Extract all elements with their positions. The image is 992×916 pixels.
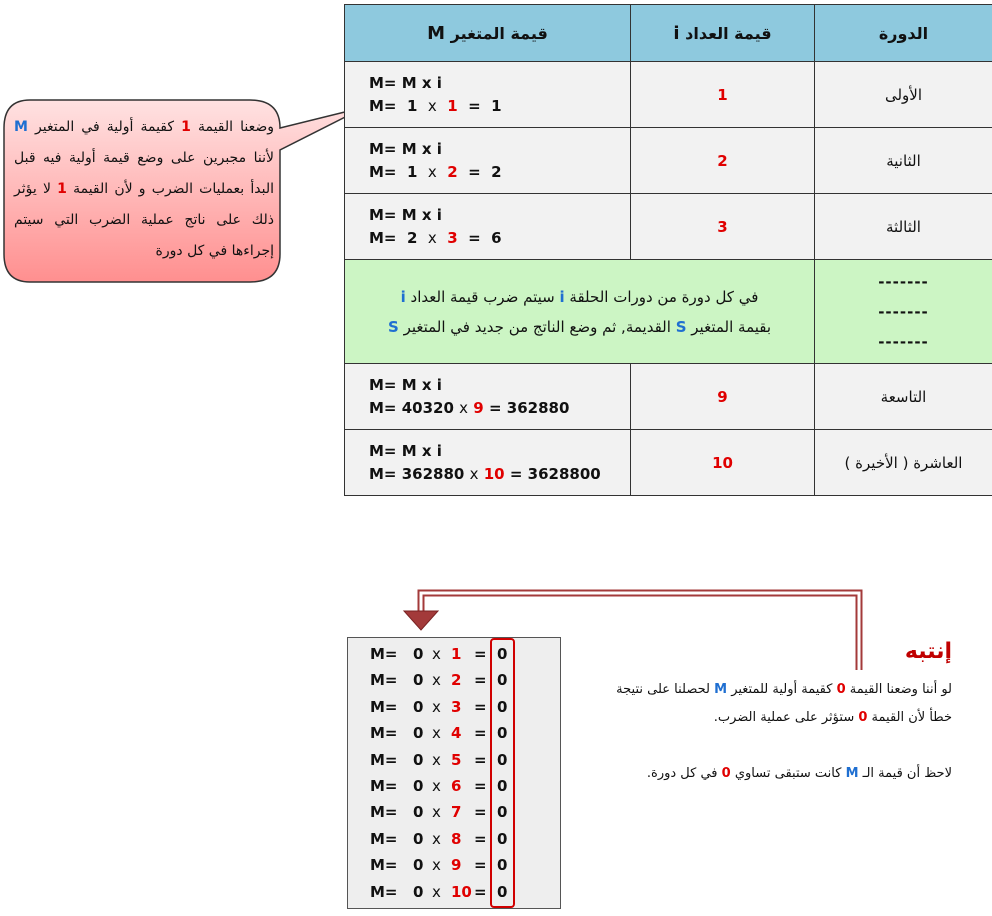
header-cycle: الدورة [815, 5, 992, 62]
zero-row-prefix: M= [370, 856, 398, 875]
header-variable: قيمة المتغير M [345, 5, 631, 62]
zero-row-x: x [432, 882, 441, 901]
zero-row-x: x [432, 645, 441, 663]
zero-row-x: x [432, 697, 441, 716]
zero-row-a: 0 [413, 777, 424, 795]
formula-cell: M= M x i M= 1 x 1 = 1 [345, 62, 631, 128]
cycle-cell: العاشرة ( الأخيرة ) [815, 430, 992, 496]
zero-row-x: x [432, 777, 441, 795]
zero-row-res: 0 [497, 645, 508, 663]
zero-row-res: 0 [497, 803, 508, 822]
zero-multiplication-row [348, 695, 560, 721]
counter-cell: 2 [631, 128, 815, 194]
zero-row-prefix: M= [370, 829, 398, 848]
cycle-cell: الثانية [815, 128, 992, 194]
cycle-cell: الثالثة [815, 194, 992, 260]
notice-line-2: خطأ لأن القيمة 0 ستؤثر على عملية الضرب. [713, 710, 952, 725]
cycle-cell: الأولى [815, 62, 992, 128]
zero-row-prefix: M= [370, 724, 398, 743]
zero-row-eq: = [474, 856, 487, 875]
formula-cell: M= M x i M= 1 x 2 = 2 [345, 128, 631, 194]
zero-multiplication-row [348, 800, 560, 826]
zero-row-res: 0 [497, 671, 508, 690]
zero-multiplication-row [348, 642, 560, 668]
zero-row-eq: = [474, 697, 487, 716]
loop-explanation-cell: في كل دورة من دورات الحلقة i سيتم ضرب قيمة العداد i بقيمة المتغير S القديمة, ثم وضع الناتج من جديد في المتغير S [345, 260, 815, 364]
zero-multiplication-row [348, 668, 560, 694]
zero-row-mult: 10 [451, 882, 472, 901]
cycle-cell: التاسعة [815, 364, 992, 430]
zero-row-a: 0 [413, 697, 424, 716]
zero-row-prefix: M= [370, 777, 398, 795]
zero-results-highlight [490, 638, 515, 908]
zero-multiplication-row [348, 748, 560, 774]
zero-row-res: 0 [497, 829, 508, 848]
notice-line-3: لاحظ أن قيمة الـ M كانت ستبقى تساوي 0 في كل دورة. [646, 766, 952, 781]
zero-row-mult: 6 [451, 777, 462, 795]
zero-row-a: 0 [413, 724, 424, 743]
zero-row-eq: = [474, 829, 487, 848]
zero-row-eq: = [474, 882, 487, 901]
zero-row-x: x [432, 671, 441, 690]
counter-cell: 3 [631, 194, 815, 260]
notice-line-1: لو أننا وضعنا القيمة 0 كقيمة أولية للمتغير M لحصلنا على نتيجة [616, 682, 952, 697]
zero-row-res: 0 [497, 856, 508, 875]
zero-row-prefix: M= [370, 671, 398, 690]
zero-row-res: 0 [497, 724, 508, 743]
header-counter: قيمة العداد i [631, 5, 815, 62]
counter-cell: 1 [631, 62, 815, 128]
zero-row-mult: 2 [451, 671, 462, 690]
zero-row-mult: 1 [451, 645, 462, 663]
zero-row-x: x [432, 750, 441, 769]
zero-row-a: 0 [413, 882, 424, 901]
zero-initial-value-box [347, 637, 561, 909]
zero-multiplication-row [348, 853, 560, 879]
zero-row-x: x [432, 856, 441, 875]
zero-row-x: x [432, 724, 441, 743]
zero-row-prefix: M= [370, 645, 398, 663]
zero-row-eq: = [474, 645, 487, 663]
zero-row-eq: = [474, 777, 487, 795]
dashes-cell: ------- ------- ------- [815, 260, 992, 364]
zero-row-mult: 4 [451, 724, 462, 743]
zero-row-prefix: M= [370, 803, 398, 822]
zero-row-x: x [432, 829, 441, 848]
zero-row-res: 0 [497, 750, 508, 769]
zero-row-eq: = [474, 750, 487, 769]
zero-row-res: 0 [497, 882, 508, 901]
zero-row-mult: 3 [451, 697, 462, 716]
zero-row-a: 0 [413, 750, 424, 769]
zero-row-prefix: M= [370, 882, 398, 901]
formula-cell: M= M x i M= 2 x 3 = 6 [345, 194, 631, 260]
callout-text: وضعنا القيمة 1 كقيمة أولية في المتغير M لأننا مجبرين على وضع قيمة أولية فيه قبل البدأ بعمليات الضرب و لأن القيمة 1 لا يؤثر ذلك على ناتج عملية الضرب التي سيتم إجراءها في كل دورة [14, 119, 275, 259]
zero-row-a: 0 [413, 671, 424, 690]
zero-row-x: x [432, 803, 441, 822]
zero-row-res: 0 [497, 697, 508, 716]
zero-row-mult: 7 [451, 803, 462, 822]
zero-row-a: 0 [413, 856, 424, 875]
zero-multiplication-row [348, 774, 560, 800]
zero-row-eq: = [474, 724, 487, 743]
formula-cell: M= M x i M= 40320 x 9 = 362880 [345, 364, 631, 430]
formula-cell: M= M x i M= 362880 x 10 = 3628800 [345, 430, 631, 496]
zero-row-prefix: M= [370, 697, 398, 716]
zero-row-mult: 9 [451, 856, 462, 875]
zero-row-eq: = [474, 803, 487, 822]
zero-row-res: 0 [497, 777, 508, 795]
zero-row-prefix: M= [370, 750, 398, 769]
zero-multiplication-row [348, 721, 560, 747]
zero-row-mult: 5 [451, 750, 462, 769]
zero-multiplication-row [348, 827, 560, 853]
zero-row-a: 0 [413, 803, 424, 822]
zero-row-a: 0 [413, 645, 424, 663]
zero-row-a: 0 [413, 829, 424, 848]
counter-cell: 9 [631, 364, 815, 430]
notice-title: إنتبه [904, 639, 952, 664]
zero-row-mult: 8 [451, 829, 462, 848]
counter-cell: 10 [631, 430, 815, 496]
zero-row-eq: = [474, 671, 487, 690]
zero-multiplication-row [348, 880, 560, 906]
